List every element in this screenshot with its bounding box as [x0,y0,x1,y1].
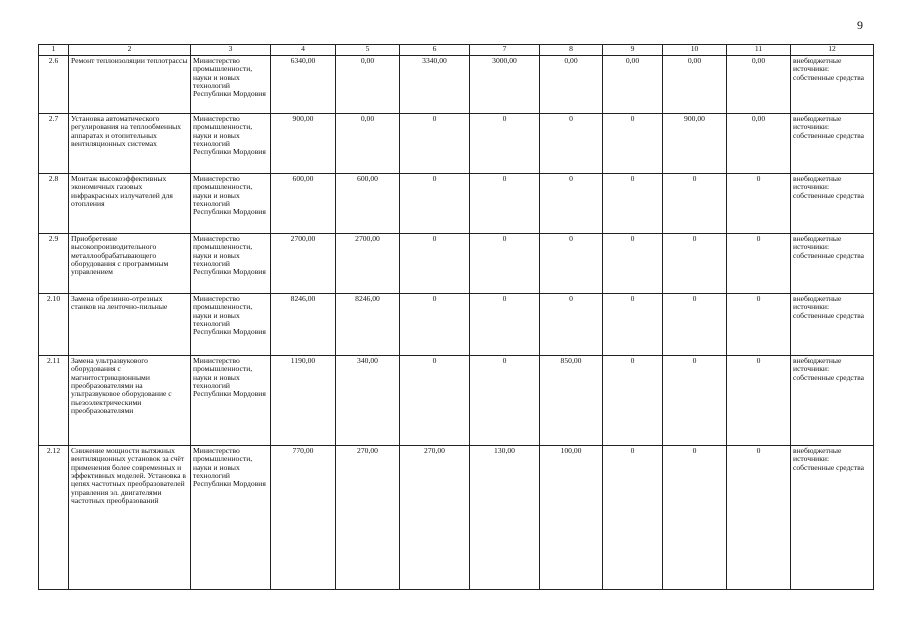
year-amount: 0 [470,174,540,234]
year-amount: 3000,00 [470,56,540,114]
year-amount: 100,00 [540,446,603,590]
year-amount: 0 [663,174,727,234]
measure-name: Приобретение высокопроизводительного металлообрабатывающего оборудования с программным управлением [69,234,191,294]
year-amount: 0,00 [336,56,400,114]
column-number: 9 [603,45,663,56]
year-amount: 0,00 [663,56,727,114]
year-amount: 0 [663,294,727,356]
column-number: 4 [271,45,336,56]
year-amount: 0 [603,114,663,174]
year-amount: 0 [470,234,540,294]
year-amount: 0 [727,174,791,234]
year-amount: 0 [540,294,603,356]
year-amount: 0 [603,174,663,234]
year-amount: 0 [540,234,603,294]
measure-name: Замена ультразвукового оборудования с магнитострикционными преобразователями на ультразвуковое оборудование с пьезоэлектрическими преобразователями [69,356,191,446]
measure-name: Снижение мощности вытяжных вентиляционных установок за счёт применения более современных и эффективных моделей. Установка в цепях частотных преобразователей управления эл. двигателями частотных преобразований [69,446,191,590]
year-amount: 900,00 [663,114,727,174]
year-amount: 0 [727,234,791,294]
column-number: 6 [400,45,470,56]
year-amount: 8246,00 [336,294,400,356]
column-number: 2 [69,45,191,56]
year-amount: 0 [727,356,791,446]
column-number: 7 [470,45,540,56]
funding-source: внебюджетные источники: собственные средства [791,294,874,356]
table-row [39,114,874,174]
funding-source: внебюджетные источники: собственные средства [791,174,874,234]
year-amount: 2700,00 [336,234,400,294]
responsible-executor: Министерство промышленности, науки и новых технологий Республики Мордовия [191,294,271,356]
row-number: 2.10 [39,294,69,356]
row-number: 2.9 [39,234,69,294]
total-amount: 900,00 [271,114,336,174]
funding-source: внебюджетные источники: собственные средства [791,56,874,114]
column-number-row [39,45,874,56]
year-amount: 270,00 [336,446,400,590]
year-amount: 0 [663,234,727,294]
total-amount: 6340,00 [271,56,336,114]
year-amount: 0,00 [603,56,663,114]
year-amount: 3340,00 [400,56,470,114]
row-number: 2.6 [39,56,69,114]
measure-name: Замена обрезинно-отрезных станков на ленточно-пильные [69,294,191,356]
row-number: 2.7 [39,114,69,174]
year-amount: 0 [603,356,663,446]
column-number: 11 [727,45,791,56]
table-row [39,446,874,590]
responsible-executor: Министерство промышленности, науки и новых технологий Республики Мордовия [191,356,271,446]
row-number: 2.12 [39,446,69,590]
responsible-executor: Министерство промышленности, науки и новых технологий Республики Мордовия [191,234,271,294]
table-row [39,56,874,114]
page-number: 9 [857,18,863,32]
funding-source: внебюджетные источники: собственные средства [791,234,874,294]
year-amount: 130,00 [470,446,540,590]
year-amount: 0 [603,446,663,590]
year-amount: 0 [540,114,603,174]
year-amount: 0 [470,356,540,446]
table-row [39,234,874,294]
program-measures-table [38,44,874,590]
measure-name: Ремонт теплоизоляции теплотрассы [69,56,191,114]
total-amount: 8246,00 [271,294,336,356]
column-number: 8 [540,45,603,56]
year-amount: 0 [400,356,470,446]
table-row [39,356,874,446]
column-number: 1 [39,45,69,56]
year-amount: 0 [727,294,791,356]
year-amount: 850,00 [540,356,603,446]
total-amount: 600,00 [271,174,336,234]
column-number: 5 [336,45,400,56]
funding-source: внебюджетные источники: собственные средства [791,356,874,446]
row-number: 2.8 [39,174,69,234]
year-amount: 0 [400,174,470,234]
responsible-executor: Министерство промышленности, науки и новых технологий Республики Мордовия [191,56,271,114]
year-amount: 0,00 [540,56,603,114]
year-amount: 0 [663,356,727,446]
year-amount: 0 [540,174,603,234]
total-amount: 770,00 [271,446,336,590]
measure-name: Монтаж высокоэффективных экономичных газовых инфракрасных излучателей для отопления [69,174,191,234]
year-amount: 0 [663,446,727,590]
funding-source: внебюджетные источники: собственные средства [791,114,874,174]
year-amount: 340,00 [336,356,400,446]
measure-name: Установка автоматического регулирования на теплообменных аппаратах и отопительных вентиляционных системах [69,114,191,174]
column-number: 10 [663,45,727,56]
year-amount: 0 [727,446,791,590]
year-amount: 0,00 [727,56,791,114]
year-amount: 0 [470,114,540,174]
year-amount: 270,00 [400,446,470,590]
year-amount: 0 [400,294,470,356]
row-number: 2.11 [39,356,69,446]
year-amount: 0,00 [727,114,791,174]
responsible-executor: Министерство промышленности, науки и новых технологий Республики Мордовия [191,446,271,590]
funding-source: внебюджетные источники: собственные средства [791,446,874,590]
year-amount: 0 [603,234,663,294]
year-amount: 0 [470,294,540,356]
year-amount: 0 [400,114,470,174]
responsible-executor: Министерство промышленности, науки и новых технологий Республики Мордовия [191,114,271,174]
year-amount: 600,00 [336,174,400,234]
column-number: 12 [791,45,874,56]
year-amount: 0 [603,294,663,356]
table-row [39,294,874,356]
responsible-executor: Министерство промышленности, науки и новых технологий Республики Мордовия [191,174,271,234]
column-number: 3 [191,45,271,56]
total-amount: 2700,00 [271,234,336,294]
year-amount: 0,00 [336,114,400,174]
table-row [39,174,874,234]
total-amount: 1190,00 [271,356,336,446]
year-amount: 0 [400,234,470,294]
